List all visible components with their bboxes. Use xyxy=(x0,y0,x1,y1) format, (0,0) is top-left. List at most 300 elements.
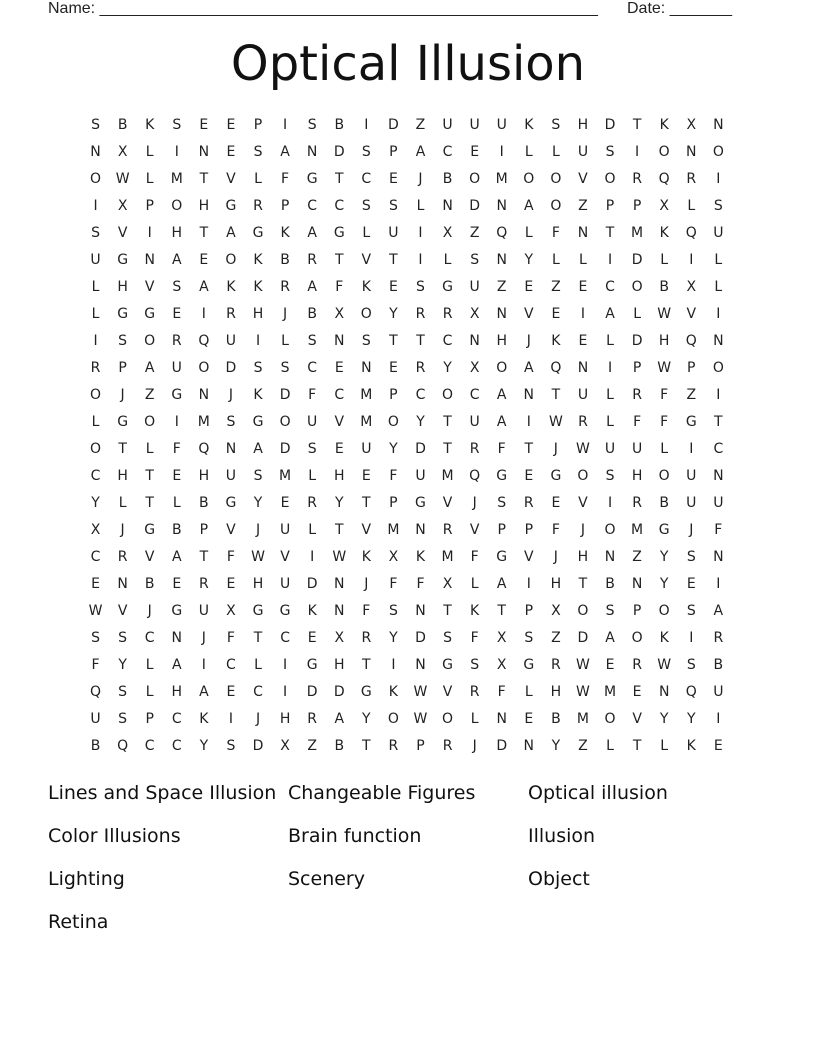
grid-row xyxy=(82,517,732,544)
grid-letter: Y xyxy=(686,711,696,727)
grid-letter: C xyxy=(442,144,453,160)
grid-letter: M xyxy=(360,387,373,403)
grid-letter: C xyxy=(605,279,615,295)
grid-letter: L xyxy=(416,198,425,214)
grid-letter: J xyxy=(364,576,369,592)
grid-letter: U xyxy=(442,117,453,133)
grid-row xyxy=(82,436,732,463)
grid-letter: Z xyxy=(551,279,561,295)
grid-row xyxy=(82,220,732,247)
grid-letter: S xyxy=(91,225,100,241)
grid-letter: L xyxy=(172,495,181,511)
grid-letter: W xyxy=(548,414,563,430)
grid-letter: F xyxy=(416,576,425,592)
grid-letter: M xyxy=(441,549,454,565)
grid-letter: E xyxy=(226,117,236,133)
grid-letter: K xyxy=(253,387,263,403)
grid-letter: P xyxy=(118,360,127,376)
grid-letter: N xyxy=(469,333,480,349)
grid-letter: L xyxy=(145,171,154,187)
grid-letter: G xyxy=(496,549,508,565)
grid-letter: K xyxy=(524,117,534,133)
grid-letter: D xyxy=(631,333,643,349)
grid-letter: O xyxy=(604,711,616,727)
grid-letter: E xyxy=(551,306,561,322)
grid-letter: D xyxy=(469,198,481,214)
grid-letter: A xyxy=(253,441,263,457)
grid-letter: D xyxy=(631,252,643,268)
grid-letter: N xyxy=(604,549,616,565)
grid-letter: L xyxy=(91,279,100,295)
grid-letter: Q xyxy=(469,468,481,484)
grid-letter: I xyxy=(93,198,98,214)
grid-letter: P xyxy=(199,522,209,538)
grid-letter: L xyxy=(145,657,154,673)
grid-letter: S xyxy=(686,603,696,619)
grid-letter: L xyxy=(687,198,696,214)
grid-letter: C xyxy=(469,387,480,403)
grid-letter: J xyxy=(120,522,125,538)
grid-letter: C xyxy=(415,387,426,403)
grid-letter: R xyxy=(632,495,642,511)
grid-row xyxy=(82,625,732,652)
grid-letter: T xyxy=(605,225,615,241)
grid-row xyxy=(82,112,732,139)
grid-letter: A xyxy=(524,360,534,376)
grid-letter: Y xyxy=(389,441,398,457)
word-list-item: Brain function xyxy=(288,825,422,847)
grid-letter: Z xyxy=(469,225,480,241)
grid-letter: O xyxy=(144,333,156,349)
grid-letter: T xyxy=(334,252,344,268)
grid-letter: R xyxy=(632,657,642,673)
grid-letter: A xyxy=(171,657,182,673)
grid-letter: S xyxy=(470,252,480,268)
grid-letter: E xyxy=(172,468,182,484)
grid-letter: V xyxy=(226,522,236,538)
grid-letter: I xyxy=(716,171,721,187)
grid-letter: E xyxy=(361,468,371,484)
grid-letter: G xyxy=(171,387,183,403)
grid-letter: W xyxy=(576,684,590,700)
grid-row xyxy=(82,490,732,517)
grid-letter: O xyxy=(387,711,399,727)
grid-letter: J xyxy=(553,441,558,457)
grid-letter: Y xyxy=(416,414,425,430)
grid-letter: O xyxy=(144,414,156,430)
grid-letter: L xyxy=(524,684,533,700)
grid-letter: I xyxy=(689,630,694,646)
grid-letter: I xyxy=(391,657,396,673)
grid-letter: Y xyxy=(551,738,561,754)
grid-letter: H xyxy=(658,333,670,349)
grid-row xyxy=(82,679,732,706)
grid-letter: Y xyxy=(362,711,371,727)
grid-letter: S xyxy=(388,198,398,214)
grid-letter: W xyxy=(413,684,428,700)
grid-letter: L xyxy=(308,522,317,538)
grid-letter: X xyxy=(496,630,507,646)
grid-letter: I xyxy=(364,117,369,133)
grid-letter: V xyxy=(686,306,697,322)
grid-letter: O xyxy=(442,711,454,727)
grid-letter: S xyxy=(551,117,561,133)
grid-letter: I xyxy=(201,306,206,322)
grid-letter: A xyxy=(199,684,209,700)
grid-letter: J xyxy=(472,738,477,754)
grid-letter: W xyxy=(115,171,130,187)
grid-letter: U xyxy=(686,495,697,511)
grid-letter: U xyxy=(415,468,426,484)
grid-letter: G xyxy=(171,603,183,619)
grid-letter: Y xyxy=(659,576,669,592)
grid-letter: I xyxy=(607,252,613,268)
grid-letter: V xyxy=(144,279,155,295)
grid-letter: I xyxy=(716,306,721,322)
grid-letter: R xyxy=(117,549,128,565)
grid-letter: G xyxy=(333,225,345,241)
grid-letter: N xyxy=(713,333,724,349)
grid-letter: N xyxy=(713,468,724,484)
grid-letter: X xyxy=(280,738,290,754)
grid-letter: A xyxy=(713,603,724,619)
grid-letter: S xyxy=(605,603,615,619)
grid-row xyxy=(82,193,732,220)
grid-row xyxy=(82,247,732,274)
grid-letter: K xyxy=(361,279,371,295)
grid-letter: P xyxy=(497,522,506,538)
grid-letter: A xyxy=(496,576,507,592)
grid-letter: V xyxy=(280,549,290,565)
grid-row xyxy=(82,301,732,328)
grid-letter: B xyxy=(551,711,561,727)
grid-letter: X xyxy=(686,279,697,295)
grid-letter: Y xyxy=(443,360,452,376)
grid-letter: I xyxy=(716,387,721,403)
grid-letter: O xyxy=(90,171,102,187)
grid-letter: G xyxy=(117,252,129,268)
grid-letter: L xyxy=(145,684,154,700)
grid-letter: R xyxy=(713,630,724,646)
grid-letter: X xyxy=(496,657,507,673)
grid-letter: X xyxy=(469,306,480,322)
grid-letter: G xyxy=(252,603,264,619)
grid-letter: U xyxy=(90,711,101,727)
grid-letter: D xyxy=(225,360,237,376)
grid-letter: N xyxy=(631,576,643,592)
grid-letter: K xyxy=(659,225,669,241)
grid-letter: H xyxy=(577,117,589,133)
grid-letter: H xyxy=(631,468,643,484)
grid-letter: R xyxy=(686,171,697,187)
grid-letter: A xyxy=(144,360,155,376)
grid-letter: B xyxy=(171,522,182,538)
grid-letter: C xyxy=(90,468,101,484)
grid-letter: V xyxy=(442,684,453,700)
grid-letter: E xyxy=(632,684,642,700)
grid-letter: B xyxy=(199,495,209,511)
grid-letter: R xyxy=(442,306,453,322)
grid-letter: R xyxy=(415,360,426,376)
grid-letter: Q xyxy=(198,441,210,457)
grid-letter: S xyxy=(443,630,452,646)
grid-letter: G xyxy=(415,495,426,511)
grid-letter: S xyxy=(361,144,371,160)
grid-letter: I xyxy=(228,711,233,727)
grid-letter: T xyxy=(443,414,452,430)
grid-letter: N xyxy=(713,549,724,565)
grid-letter: T xyxy=(118,441,127,457)
grid-letter: C xyxy=(307,360,318,376)
grid-letter: O xyxy=(712,360,724,376)
grid-letter: U xyxy=(713,495,724,511)
grid-letter: N xyxy=(171,630,183,646)
grid-letter: U xyxy=(469,279,480,295)
grid-letter: T xyxy=(199,171,209,187)
grid-letter: V xyxy=(144,549,155,565)
grid-letter: Z xyxy=(551,630,561,646)
grid-letter: R xyxy=(523,495,534,511)
grid-letter: V xyxy=(361,252,372,268)
grid-letter: F xyxy=(551,225,560,241)
grid-letter: L xyxy=(254,171,262,187)
grid-letter: G xyxy=(117,306,129,322)
word-list-item: Color Illusions xyxy=(48,825,181,847)
grid-letter: I xyxy=(174,144,179,160)
grid-letter: H xyxy=(252,306,264,322)
grid-letter: H xyxy=(333,657,345,673)
grid-letter: E xyxy=(388,360,398,376)
grid-letter: T xyxy=(145,468,154,484)
grid-letter: L xyxy=(118,495,127,511)
grid-letter: P xyxy=(389,144,398,160)
grid-letter: Z xyxy=(578,738,588,754)
grid-letter: E xyxy=(226,684,236,700)
grid-letter: H xyxy=(171,684,183,700)
grid-letter: G xyxy=(252,225,264,241)
grid-letter: E xyxy=(280,495,290,511)
grid-letter: D xyxy=(333,684,345,700)
grid-letter: R xyxy=(307,252,318,268)
grid-letter: M xyxy=(441,468,454,484)
grid-letter: W xyxy=(657,306,672,322)
grid-letter: O xyxy=(631,630,643,646)
grid-letter: N xyxy=(523,387,535,403)
grid-letter: W xyxy=(251,549,265,565)
grid-letter: W xyxy=(88,603,103,619)
grid-letter: M xyxy=(170,171,183,187)
grid-letter: R xyxy=(388,738,399,754)
grid-letter: T xyxy=(389,333,398,349)
grid-letter: W xyxy=(657,657,672,673)
grid-letter: B xyxy=(713,657,724,673)
grid-letter: H xyxy=(117,468,128,484)
grid-letter: F xyxy=(497,441,506,457)
grid-letter: E xyxy=(307,630,317,646)
grid-letter: E xyxy=(172,576,182,592)
grid-letter: K xyxy=(470,603,480,619)
grid-letter: A xyxy=(280,144,290,160)
grid-letter: O xyxy=(198,360,210,376)
grid-letter: R xyxy=(198,576,209,592)
grid-letter: S xyxy=(172,117,182,133)
grid-letter: V xyxy=(334,414,345,430)
grid-letter: N xyxy=(496,711,507,727)
grid-letter: R xyxy=(469,684,480,700)
grid-letter: A xyxy=(334,711,345,727)
grid-letter: O xyxy=(550,198,562,214)
grid-letter: E xyxy=(91,576,100,592)
grid-letter: Y xyxy=(389,306,398,322)
grid-letter: W xyxy=(576,441,590,457)
grid-letter: S xyxy=(497,495,507,511)
grid-letter: P xyxy=(524,522,534,538)
grid-letter: V xyxy=(524,549,534,565)
grid-letter: C xyxy=(226,657,236,673)
grid-letter: K xyxy=(253,252,263,268)
header-row xyxy=(48,0,748,20)
grid-letter: W xyxy=(413,711,428,727)
grid-letter: S xyxy=(524,630,534,646)
grid-letter: G xyxy=(523,657,535,673)
grid-letter: A xyxy=(605,306,615,322)
grid-letter: A xyxy=(171,549,182,565)
grid-letter: L xyxy=(551,252,560,268)
grid-letter: U xyxy=(686,468,697,484)
grid-letter: V xyxy=(226,171,236,187)
grid-letter: Y xyxy=(91,495,100,511)
grid-letter: G xyxy=(117,414,129,430)
grid-letter: U xyxy=(631,441,643,457)
grid-letter: L xyxy=(551,144,560,160)
grid-letter: S xyxy=(361,198,371,214)
grid-letter: H xyxy=(333,468,345,484)
grid-letter: S xyxy=(118,630,128,646)
grid-letter: N xyxy=(496,306,507,322)
grid-row xyxy=(82,355,732,382)
grid-letter: T xyxy=(253,630,263,646)
grid-letter: E xyxy=(226,144,236,160)
grid-letter: H xyxy=(198,468,210,484)
grid-letter: G xyxy=(252,414,264,430)
grid-letter: W xyxy=(657,360,672,376)
grid-letter: C xyxy=(307,198,318,214)
grid-letter: I xyxy=(93,333,98,349)
grid-letter: T xyxy=(362,657,371,673)
grid-letter: S xyxy=(686,657,696,673)
grid-letter: E xyxy=(334,441,344,457)
grid-letter: L xyxy=(308,468,317,484)
grid-letter: X xyxy=(551,603,561,619)
grid-letter: R xyxy=(632,171,642,187)
grid-letter: L xyxy=(470,576,479,592)
grid-letter: V xyxy=(442,495,453,511)
grid-letter: T xyxy=(416,333,425,349)
grid-letter: F xyxy=(660,387,669,403)
grid-letter: G xyxy=(225,495,237,511)
grid-letter: H xyxy=(252,576,264,592)
grid-letter: L xyxy=(524,144,533,160)
grid-letter: T xyxy=(199,225,209,241)
grid-letter: P xyxy=(389,495,398,511)
grid-letter: I xyxy=(580,306,586,322)
grid-letter: D xyxy=(279,387,291,403)
word-search-grid xyxy=(82,112,732,760)
grid-letter: O xyxy=(523,171,535,187)
grid-letter: P xyxy=(280,198,290,214)
grid-letter: F xyxy=(470,549,479,565)
grid-letter: Q xyxy=(198,333,210,349)
grid-letter: N xyxy=(90,144,101,160)
grid-letter: A xyxy=(605,630,615,646)
grid-letter: K xyxy=(361,549,371,565)
grid-letter: O xyxy=(360,306,372,322)
grid-letter: I xyxy=(526,414,531,430)
grid-letter: X xyxy=(334,306,345,322)
grid-letter: P xyxy=(632,198,642,214)
grid-letter: E xyxy=(334,360,344,376)
grid-letter: K xyxy=(551,333,561,349)
grid-letter: N xyxy=(686,144,697,160)
grid-letter: F xyxy=(362,603,371,619)
grid-letter: S xyxy=(118,684,128,700)
grid-letter: I xyxy=(716,576,721,592)
grid-letter: R xyxy=(361,630,372,646)
grid-letter: U xyxy=(604,441,616,457)
grid-letter: X xyxy=(334,630,345,646)
grid-letter: F xyxy=(91,657,100,673)
grid-letter: O xyxy=(469,171,481,187)
grid-letter: M xyxy=(387,522,400,538)
grid-letter: N xyxy=(577,225,589,241)
grid-letter: I xyxy=(255,333,261,349)
grid-letter: Z xyxy=(307,738,317,754)
grid-letter: L xyxy=(254,657,262,673)
grid-letter: L xyxy=(606,414,614,430)
grid-letter: A xyxy=(307,279,317,295)
grid-letter: O xyxy=(90,441,102,457)
grid-letter: U xyxy=(577,144,589,160)
grid-letter: R xyxy=(442,522,453,538)
grid-letter: B xyxy=(280,252,290,268)
grid-letter: U xyxy=(713,684,724,700)
grid-letter: L xyxy=(579,252,587,268)
grid-letter: Y xyxy=(659,711,669,727)
grid-letter: K xyxy=(659,117,669,133)
page-title: Optical Illusion xyxy=(230,36,586,92)
grid-letter: V xyxy=(361,522,372,538)
grid-letter: E xyxy=(524,468,534,484)
grid-letter: T xyxy=(524,441,534,457)
grid-letter: T xyxy=(443,603,452,619)
grid-letter: M xyxy=(576,711,589,727)
grid-letter: A xyxy=(171,252,182,268)
grid-letter: X xyxy=(686,117,697,133)
grid-letter: U xyxy=(361,441,372,457)
grid-letter: I xyxy=(310,549,315,565)
grid-letter: H xyxy=(550,576,562,592)
grid-letter: P xyxy=(632,360,642,376)
grid-letter: G xyxy=(306,657,318,673)
grid-letter: M xyxy=(360,414,373,430)
grid-letter: J xyxy=(147,603,152,619)
grid-letter: K xyxy=(280,225,290,241)
grid-letter: N xyxy=(415,657,426,673)
grid-letter: F xyxy=(470,630,479,646)
grid-letter: L xyxy=(145,441,154,457)
grid-row xyxy=(82,328,732,355)
grid-letter: A xyxy=(496,387,507,403)
